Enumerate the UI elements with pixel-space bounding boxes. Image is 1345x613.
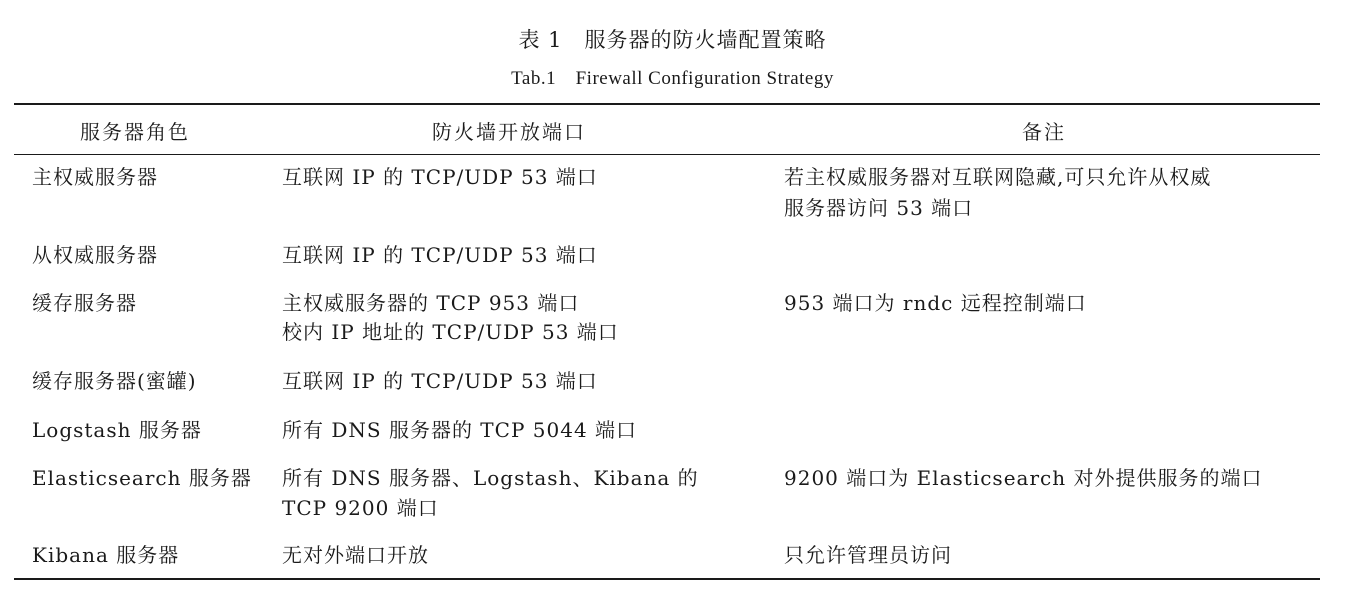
row-note-line: 只允许管理员访问 — [784, 543, 952, 567]
row-role: Elasticsearch 服务器 — [32, 466, 252, 490]
row-ports-line: 所有 DNS 服务器的 TCP 5044 端口 — [282, 418, 638, 442]
table-caption-english: Tab.1 Firewall Configuration Strategy — [511, 68, 834, 89]
row-ports-line: TCP 9200 端口 — [282, 496, 439, 520]
row-note-line: 服务器访问 53 端口 — [784, 196, 974, 220]
row-ports-line: 所有 DNS 服务器、Logstash、Kibana 的 — [282, 466, 699, 490]
row-ports-line: 校内 IP 地址的 TCP/UDP 53 端口 — [282, 320, 619, 344]
row-note-line: 若主权威服务器对互联网隐藏,可只允许从权威 — [784, 165, 1212, 189]
row-role: 缓存服务器 — [32, 291, 137, 315]
header-notes: 备注 — [1022, 120, 1066, 144]
row-ports-line: 互联网 IP 的 TCP/UDP 53 端口 — [282, 243, 598, 267]
header-server-role: 服务器角色 — [80, 120, 190, 144]
row-role: 从权威服务器 — [32, 243, 158, 267]
row-ports-line: 无对外端口开放 — [282, 543, 429, 567]
row-role: 主权威服务器 — [32, 165, 158, 189]
row-ports-line: 主权威服务器的 TCP 953 端口 — [282, 291, 580, 315]
row-ports-line: 互联网 IP 的 TCP/UDP 53 端口 — [282, 165, 598, 189]
table-header-rule — [14, 154, 1320, 155]
row-ports-line: 互联网 IP 的 TCP/UDP 53 端口 — [282, 369, 598, 393]
table-bottom-rule — [14, 578, 1320, 580]
table-caption-chinese: 表 1 服务器的防火墙配置策略 — [518, 28, 827, 52]
row-note-line: 953 端口为 rndc 远程控制端口 — [784, 291, 1087, 315]
row-role: Kibana 服务器 — [32, 543, 180, 567]
table-top-rule — [14, 103, 1320, 105]
row-note-line: 9200 端口为 Elasticsearch 对外提供服务的端口 — [784, 466, 1263, 490]
header-open-ports: 防火墙开放端口 — [432, 120, 586, 144]
row-role: 缓存服务器(蜜罐) — [32, 369, 197, 393]
row-role: Logstash 服务器 — [32, 418, 202, 442]
